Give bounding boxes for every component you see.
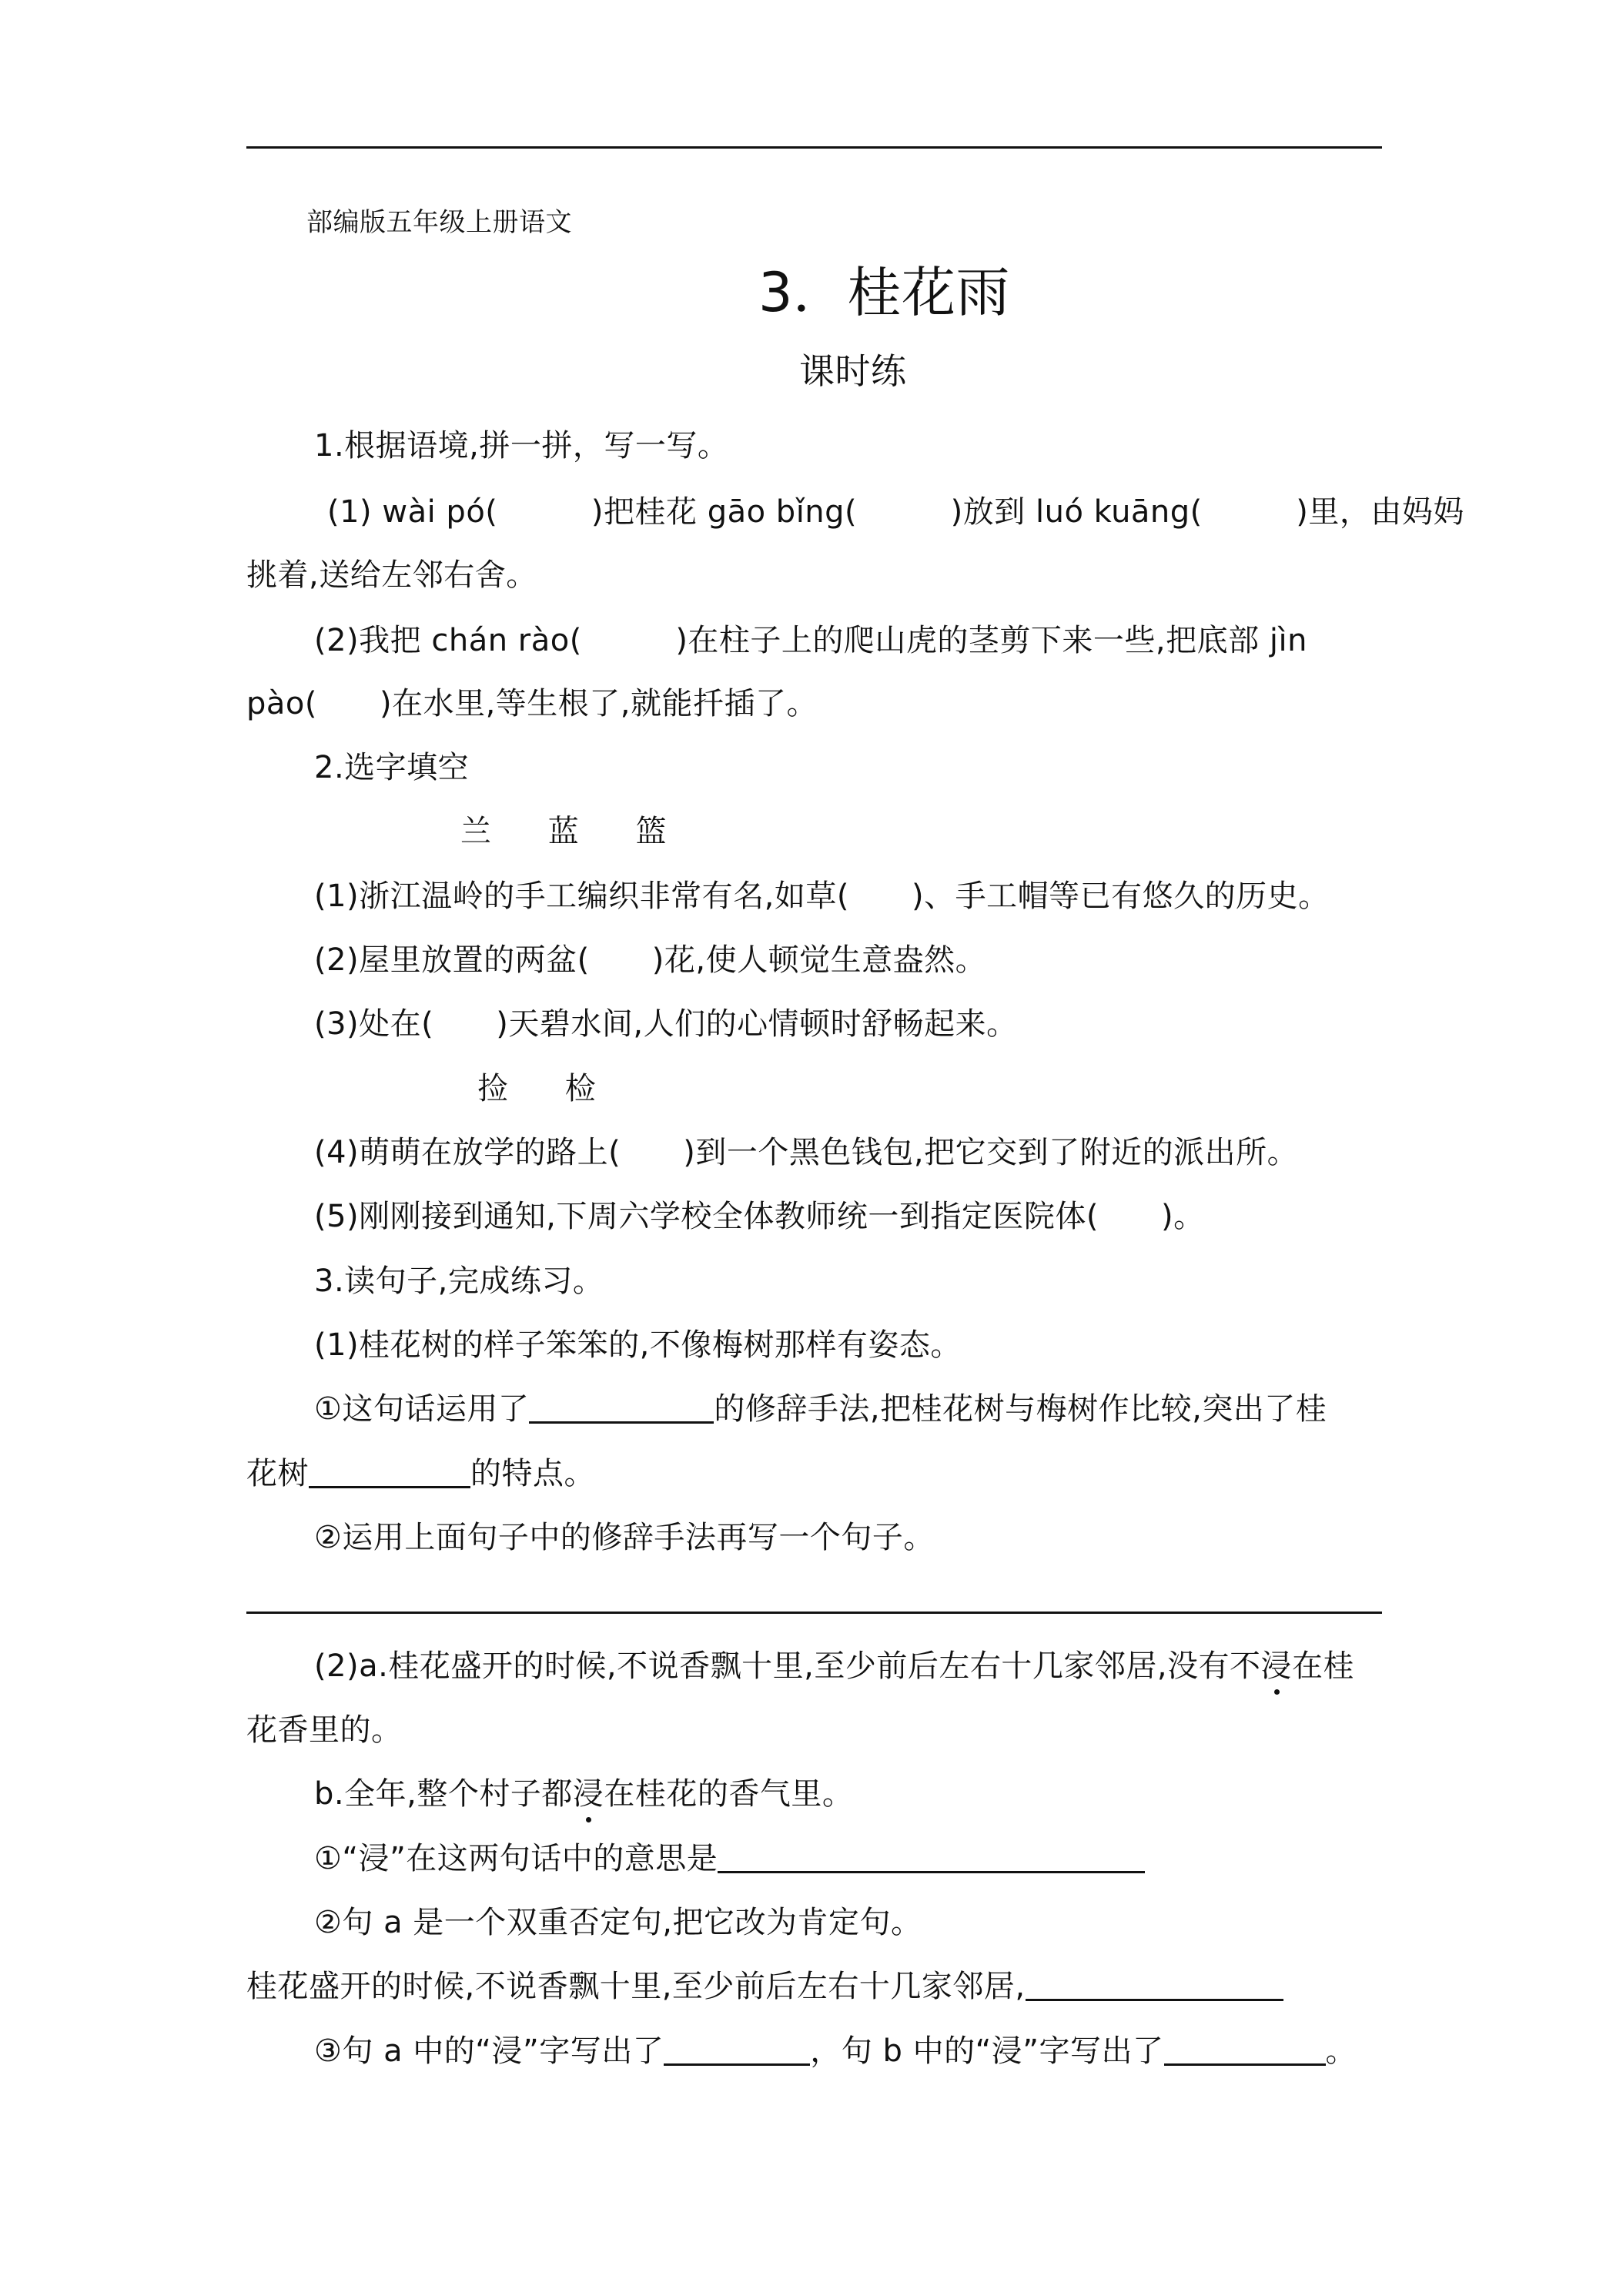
q3-b2: ②句 a 是一个双重否定句,把它改为肯定句。 — [314, 1905, 922, 1940]
q2-sentence-2: (2)屋里放置的两盆( )花,使人顿觉生意盎然。 — [314, 942, 987, 978]
book-label: 部编版五年级上册语文 — [306, 207, 572, 238]
q3-b2-answer-prefix: 桂花盛开的时候,不说香飘十里,至少前后左右十几家邻居, — [246, 1969, 1026, 2004]
q3-b3-prefix: ③句 a 中的“浸”字写出了 — [314, 2033, 664, 2069]
answer-blank-rhetoric[interactable] — [529, 1391, 714, 1424]
q3-sentence-1: (1)桂花树的样子笨笨的,不像梅树那样有姿态。 — [314, 1327, 962, 1363]
q1-p2-line1: (2)我把 chán rào( )在柱子上的爬山虎的茎剪下来一些,把底部 jìn — [314, 623, 1307, 658]
q3-a1-l2-prefix: 花树 — [246, 1456, 309, 1491]
page-subtitle: 课时练 — [799, 350, 907, 392]
q3-s2a-suffix: 在桂 — [1292, 1648, 1355, 1684]
emphasis-char-jin: 浸 — [1261, 1645, 1293, 1687]
q3-a2: ②运用上面句子中的修辞手法再写一个句子。 — [314, 1520, 935, 1555]
answer-blank-a[interactable] — [664, 2033, 810, 2066]
q3-s2a-prefix: (2)a.桂花盛开的时候,不说香飘十里,至少前后左右十几家邻居,没有不 — [314, 1648, 1261, 1684]
q3-s2a-line1 — [314, 1645, 1354, 1687]
q3-s2b — [314, 1773, 853, 1815]
q3-a1-line1 — [314, 1388, 1327, 1430]
q2-sentence-5: (5)刚刚接到通知,下周六学校全体教师统一到指定医院体( )。 — [314, 1199, 1205, 1234]
choice-jian-check: 检 — [564, 1071, 597, 1106]
q1-p1-line1: (1) wài pó( )把桂花 gāo bǐng( )放到 luó kuāng( )里，由妈妈 — [327, 494, 1464, 530]
q3-a1-prefix: ①这句话运用了 — [314, 1391, 530, 1427]
q3-b3-end: 。 — [1325, 2033, 1357, 2069]
q3-heading: 3.读句子,完成练习。 — [314, 1263, 604, 1299]
choice-jian-pick: 捡 — [477, 1071, 509, 1106]
answer-blank-b[interactable] — [1164, 2033, 1326, 2066]
q2-choices-group1 — [460, 811, 713, 852]
q3-s2b-prefix: b.全年,整个村子都 — [314, 1776, 573, 1812]
answer-line-sentence[interactable] — [246, 1612, 1382, 1614]
q2-sentence-1: (1)浙江温岭的手工编织非常有名,如草( )、手工帽等已有悠久的历史。 — [314, 879, 1330, 914]
q1-p1-line2: 挑着,送给左邻右舍。 — [246, 557, 537, 593]
q3-b2-answer-line — [246, 1966, 1283, 2007]
choice-lan-basket: 篮 — [635, 814, 667, 849]
q3-b1 — [314, 1838, 1145, 1879]
q3-b1-text: ①“浸”在这两句话中的意思是 — [314, 1841, 718, 1876]
emphasis-char-jin-b: 浸 — [573, 1773, 604, 1815]
q1-p2-line2: pào( )在水里,等生根了,就能扦插了。 — [246, 686, 818, 721]
header-rule — [246, 146, 1382, 149]
answer-blank-affirmative[interactable] — [1026, 1968, 1283, 2001]
choice-lan-orchid: 兰 — [460, 814, 492, 849]
q3-s2b-suffix: 在桂花的香气里。 — [604, 1776, 854, 1812]
answer-blank-trait[interactable] — [309, 1455, 470, 1488]
choice-lan-blue: 蓝 — [547, 814, 580, 849]
q3-b3-middle: ，句 b 中的“浸”字写出了 — [810, 2033, 1164, 2069]
q1-heading: 1.根据语境,拼一拼，写一写。 — [314, 428, 729, 464]
q3-b3 — [314, 2030, 1357, 2072]
q2-sentence-3: (3)处在( )天碧水间,人们的心情顿时舒畅起来。 — [314, 1006, 1018, 1042]
q3-s2a-line2: 花香里的。 — [246, 1712, 403, 1748]
q2-heading: 2.选字填空 — [314, 750, 470, 785]
q3-a1-l2-suffix: 的特点。 — [470, 1456, 595, 1491]
q3-a1-suffix: 的修辞手法,把桂花树与梅树作比较,突出了桂 — [714, 1391, 1327, 1427]
q3-a1-line2 — [246, 1453, 595, 1494]
q2-choices-group2 — [477, 1068, 642, 1110]
answer-blank-meaning[interactable] — [718, 1840, 1145, 1873]
q2-sentence-4: (4)萌萌在放学的路上( )到一个黑色钱包,把它交到了附近的派出所。 — [314, 1135, 1299, 1170]
page-title: 3．桂花雨 — [758, 261, 1011, 324]
